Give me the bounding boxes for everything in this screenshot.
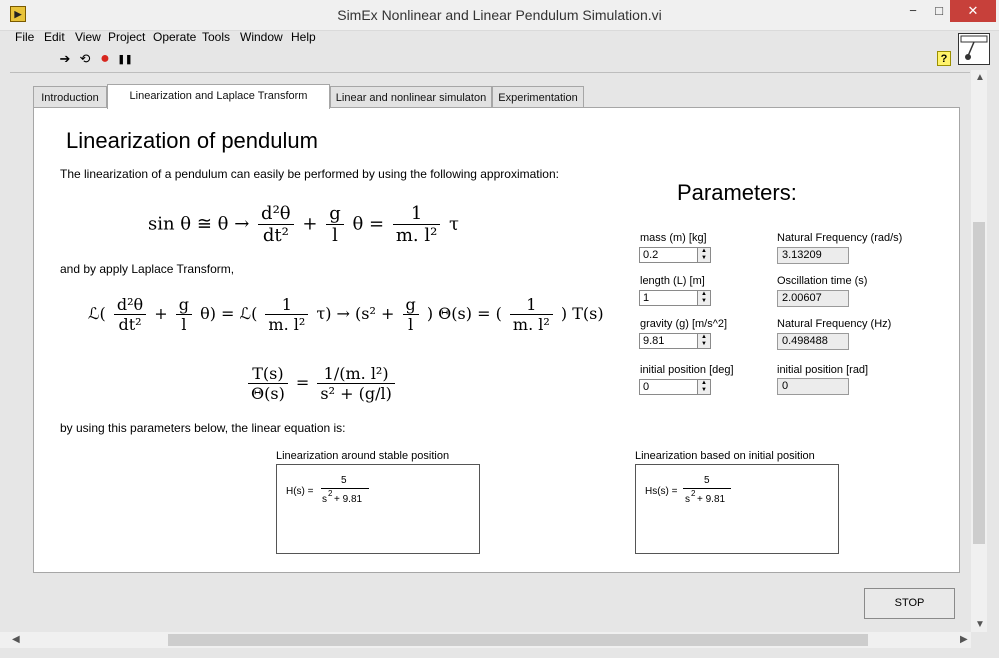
- eq2-frac1: [114, 295, 146, 334]
- abort-icon[interactable]: ●: [100, 50, 110, 67]
- pause-icon[interactable]: ❚❚: [117, 54, 133, 64]
- eq2-den4: l: [408, 315, 414, 334]
- menu-file[interactable]: File: [15, 30, 35, 44]
- initial-tf-num: 5: [704, 475, 710, 486]
- tab-simulation[interactable]: Linear and nonlinear simulaton: [330, 86, 492, 108]
- eq2-den2: l: [181, 315, 187, 334]
- init-deg-spinner-icon[interactable]: ▲ ▼: [697, 380, 710, 394]
- nat-freq-hz-label: Natural Frequency (Hz): [777, 318, 892, 330]
- eq2-p1: +: [154, 304, 168, 323]
- gravity-input[interactable]: [639, 333, 711, 349]
- eq2-frac2: [176, 295, 192, 334]
- equation-linearization: [148, 203, 459, 246]
- initial-tf-den-rest: + 9.81: [697, 494, 726, 505]
- run-continuously-icon[interactable]: ⟲: [79, 51, 91, 66]
- mass-value: 0.2: [643, 249, 659, 261]
- context-help-icon[interactable]: ?: [937, 51, 951, 66]
- laplace-text: and by apply Laplace Transform,: [60, 262, 235, 276]
- scroll-right-icon[interactable]: ▶: [960, 634, 968, 645]
- mass-label: mass (m) [kg]: [640, 232, 707, 244]
- menu-bar: [0, 30, 999, 47]
- eq2-frac3: [265, 295, 308, 334]
- menu-view[interactable]: View: [75, 30, 101, 44]
- eq1-den2: l: [332, 225, 338, 246]
- eq3-den2: s² + (g/l): [320, 384, 392, 403]
- menu-window[interactable]: Window: [240, 30, 283, 44]
- intro-text: The linearization of a pendulum can easily be performed by using the following approximation:: [60, 167, 559, 181]
- mass-input[interactable]: [639, 247, 711, 263]
- eq2-num3: 1: [265, 295, 308, 315]
- stable-tf-name: H(s) =: [286, 486, 314, 497]
- eq1-frac3: [393, 203, 440, 246]
- eq2-end: ) T(s): [560, 304, 604, 323]
- scroll-down-icon[interactable]: ▼: [975, 619, 985, 630]
- equation-laplace: [88, 295, 604, 334]
- init-rad-label: initial position [rad]: [777, 364, 869, 376]
- parameters-title: Parameters:: [677, 180, 797, 205]
- initial-tf-den-exp: 2: [691, 489, 696, 498]
- initial-tf-label: Linearization based on initial position: [635, 450, 815, 462]
- nat-freq-rad-indicator: 3.13209: [777, 247, 849, 264]
- tab-linearization[interactable]: Linearization and Laplace Transform: [107, 84, 330, 109]
- vertical-scroll-thumb[interactable]: [973, 222, 985, 544]
- eq1-num2: g: [326, 203, 344, 225]
- window-title: SimEx Nonlinear and Linear Pendulum Simulation.vi: [337, 7, 662, 23]
- init-rad-indicator: 0: [777, 378, 849, 395]
- length-input[interactable]: [639, 290, 711, 306]
- eq3-den1: Θ(s): [251, 384, 285, 403]
- eq3-num2: 1/(m. l²): [317, 364, 394, 384]
- eq2-num1: d²θ: [114, 295, 146, 315]
- eq2-num5: 1: [510, 295, 553, 315]
- toolbar: [0, 51, 960, 69]
- title-bar: [0, 0, 999, 31]
- stable-tf-display: [276, 464, 480, 554]
- minimize-button[interactable]: −: [909, 3, 917, 18]
- tab-experimentation[interactable]: Experimentation: [492, 86, 584, 108]
- init-deg-label: initial position [deg]: [640, 364, 734, 376]
- osc-time-indicator: 2.00607: [777, 290, 849, 307]
- gravity-spinner-icon[interactable]: ▲ ▼: [697, 334, 710, 348]
- menu-help[interactable]: Help: [291, 30, 316, 44]
- eq2-den3: m. l²: [268, 315, 306, 334]
- eq1-tau: τ: [449, 213, 460, 235]
- mass-spinner-icon[interactable]: ▲ ▼: [697, 248, 710, 262]
- eq1-frac1: [258, 203, 294, 246]
- labview-app-icon: ▶: [10, 6, 26, 22]
- nat-freq-rad-label: Natural Frequency (rad/s): [777, 232, 903, 244]
- length-label: length (L) [m]: [640, 275, 705, 287]
- eq3-frac1: [248, 364, 288, 403]
- stable-tf-label: Linearization around stable position: [276, 450, 450, 462]
- length-value: 1: [643, 292, 650, 304]
- eq3-num1: T(s): [248, 364, 288, 384]
- osc-time-label: Oscillation time (s): [777, 275, 868, 287]
- eq1-lhs: sin θ ≅ θ →: [148, 213, 250, 235]
- vi-icon: [958, 33, 990, 65]
- nat-freq-hz-indicator: 0.498488: [777, 333, 849, 350]
- stable-tf-num: 5: [341, 475, 347, 486]
- eq2-frac5: [510, 295, 553, 334]
- menu-edit[interactable]: Edit: [44, 30, 65, 44]
- initial-tf-name: Hs(s) =: [645, 486, 678, 497]
- close-button[interactable]: ✕: [950, 0, 996, 22]
- page-heading: Linearization of pendulum: [66, 128, 318, 153]
- gravity-value: 9.81: [643, 335, 665, 347]
- eq1-den3: m. l²: [395, 225, 438, 246]
- menu-tools[interactable]: Tools: [202, 30, 231, 44]
- gravity-label: gravity (g) [m/s^2]: [640, 318, 728, 330]
- eq2-mid: θ) = ℒ(: [200, 304, 258, 323]
- eq1-theta: θ =: [352, 213, 385, 235]
- scroll-left-icon[interactable]: ◀: [12, 634, 20, 645]
- run-arrow-icon[interactable]: ➔: [59, 51, 71, 66]
- eq1-num3: 1: [393, 203, 440, 225]
- eq1-plus: +: [302, 213, 318, 235]
- eq2-mid3: ) Θ(s) = (: [426, 304, 502, 323]
- horizontal-scroll-thumb[interactable]: [168, 634, 868, 646]
- eq2-mid2: τ) → (s² +: [316, 304, 395, 323]
- menu-operate[interactable]: Operate: [153, 30, 197, 44]
- init-deg-value: 0: [643, 381, 650, 393]
- stable-tf-den-rest: + 9.81: [334, 494, 363, 505]
- eq3-frac2: [317, 364, 394, 403]
- initial-tf-den-s: s: [685, 494, 690, 505]
- eq2-l1: ℒ(: [88, 304, 106, 323]
- params-text: by using this parameters below, the linear equation is:: [60, 421, 346, 435]
- eq2-frac4: [403, 295, 419, 334]
- equation-transfer: [245, 364, 398, 403]
- eq1-frac2: [326, 203, 344, 246]
- stop-button[interactable]: STOP: [864, 588, 955, 619]
- eq2-den5: m. l²: [512, 315, 550, 334]
- initial-tf-display: [635, 464, 839, 554]
- init-deg-input[interactable]: [639, 379, 711, 395]
- menu-project[interactable]: Project: [108, 30, 146, 44]
- maximize-button[interactable]: □: [935, 3, 943, 18]
- tab-introduction[interactable]: Introduction: [33, 86, 107, 108]
- length-spinner-icon[interactable]: ▲ ▼: [697, 291, 710, 305]
- eq1-num1: d²θ: [258, 203, 294, 225]
- eq3-eq: =: [295, 373, 310, 392]
- stable-tf-den-s: s: [322, 494, 327, 505]
- eq2-den1: dt²: [118, 315, 142, 334]
- scroll-up-icon[interactable]: ▲: [975, 72, 985, 83]
- eq2-num2: g: [176, 295, 192, 315]
- stable-tf-den-exp: 2: [328, 489, 333, 498]
- eq2-num4: g: [403, 295, 419, 315]
- eq1-den1: dt²: [262, 225, 289, 246]
